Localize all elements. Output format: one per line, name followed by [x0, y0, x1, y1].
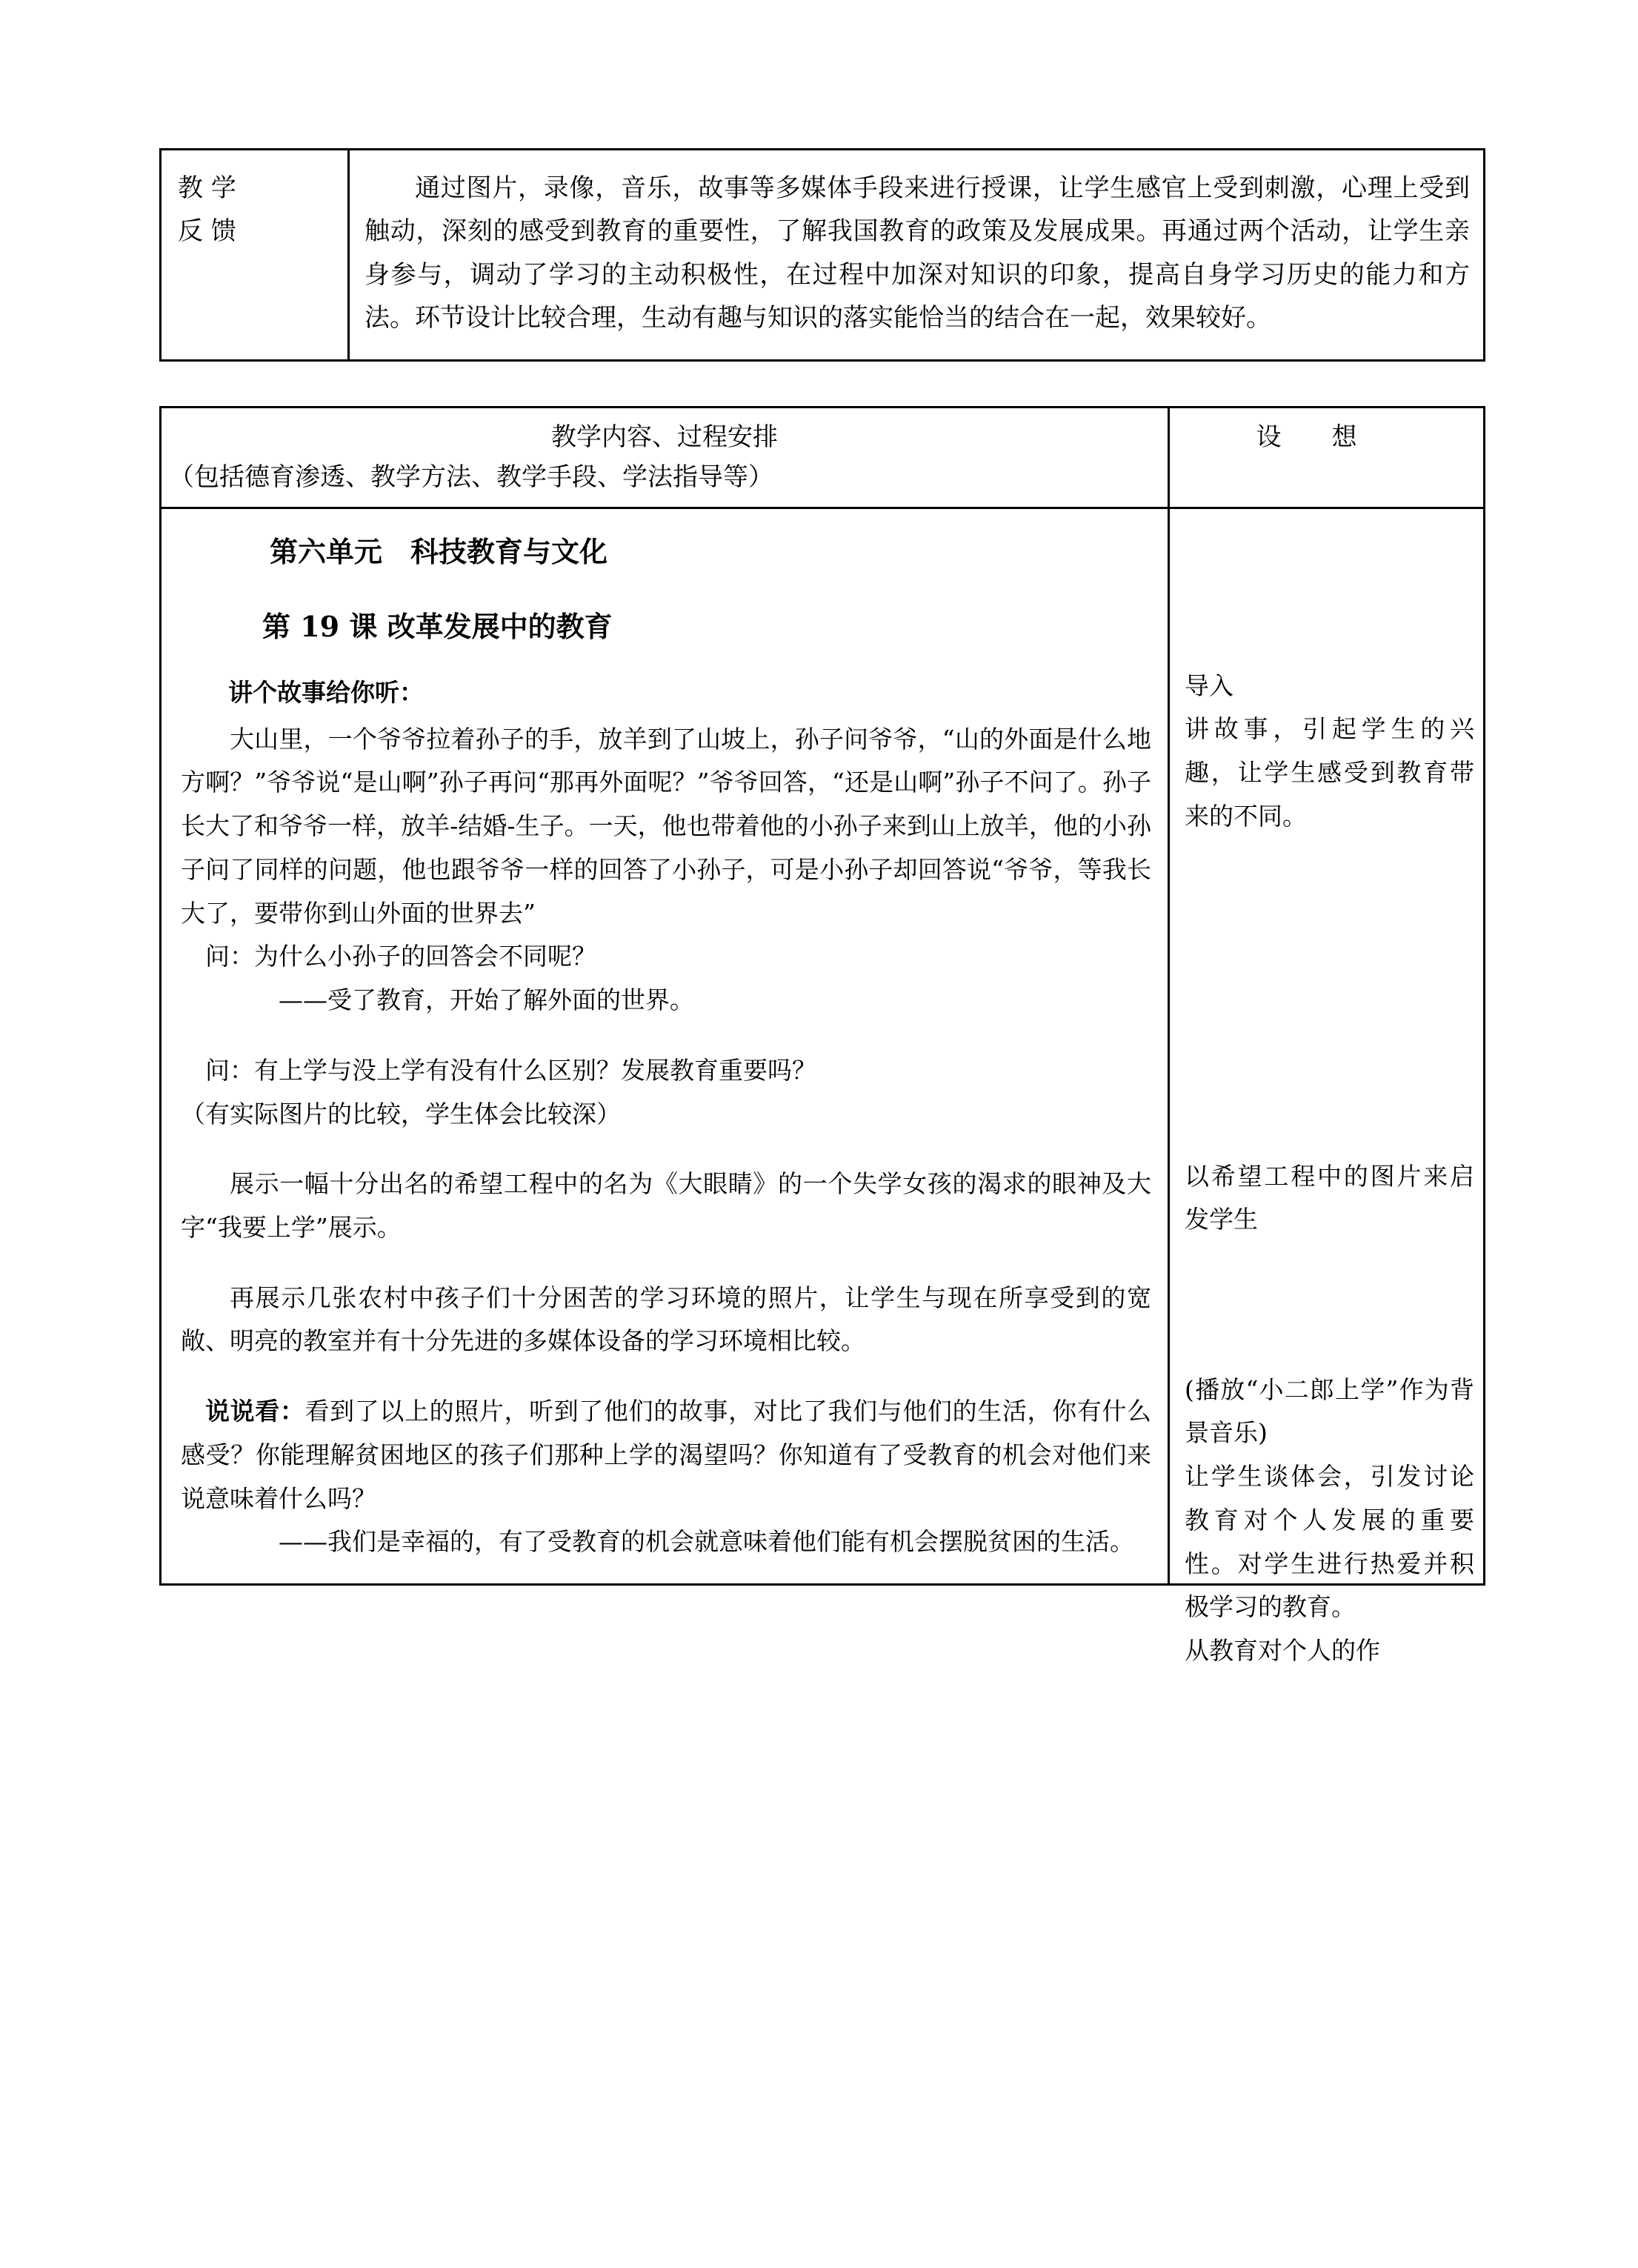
- feedback-body-cell: [349, 150, 1485, 361]
- question-2: 问：有上学与没上学有没有什么区别？发展教育重要吗？: [205, 1055, 816, 1085]
- talk-answer: ——我们是幸福的，有了受教育的机会就意味着他们能有机会摆脱贫困的生活。: [279, 1527, 1134, 1557]
- feedback-text: 通过图片，录像，音乐，故事等多媒体手段来进行授课，让学生感官上受到刺激，心理上受到触动，深刻的感受到教育的重要性，了解我国教育的政策及发展成果。再通过两个活动，让学生亲身参与，调动了学习的主动积极性，在过程中加深对知识的印象，提高自身学习历史的能力和方法。环节设计比较合理，生动有趣与知识的落实能恰当的结合在一起，效果较好。: [364, 173, 1470, 333]
- paragraph-village-photos: 再展示几张农村中孩子们十分困苦的学习环境的照片，让学生与现在所享受到的宽敞、明亮的教室并有十分先进的多媒体设备的学习环境相比较。: [181, 1283, 1151, 1356]
- answer-1: ——受了教育，开始了解外面的世界。: [279, 985, 694, 1015]
- unit-title: 第六单元 科技教育与文化: [270, 534, 608, 568]
- note-block-2: [1185, 1155, 1474, 1242]
- talk-paragraph: [181, 1390, 1151, 1520]
- note3-line2: 让学生谈体会，引发讨论教育对个人发展的重要性。对学生进行热爱并积极学习的教育。: [1185, 1462, 1474, 1622]
- paragraph-big-eyes: 展示一幅十分出名的希望工程中的名为《大眼睛》的一个失学女孩的渴求的眼神及大字“我要上学”展示。: [181, 1169, 1151, 1242]
- story-lead: 讲个故事给你听：: [228, 677, 424, 707]
- table-body-row: [161, 508, 1485, 1584]
- header-left-line2: （包括德育渗透、教学方法、教学手段、学法指导等）: [169, 462, 773, 493]
- feedback-label-cell: [161, 150, 349, 361]
- header-right-cell: [1169, 407, 1485, 508]
- lesson-title: 第 19 课 改革发展中的教育: [262, 610, 613, 644]
- spacer: [181, 1363, 1151, 1390]
- feedback-label-line2: 反 馈: [178, 216, 236, 247]
- note-block-1: [1185, 665, 1474, 839]
- table-header-row: [161, 407, 1485, 508]
- note3-line3: 从教育对个人的作: [1185, 1636, 1380, 1666]
- talk-text: 看到了以上的照片，听到了他们的故事，对比了我们与他们的生活，你有什么感受？你能理解贫困地区的孩子们那种上学的渴望吗？你知道有了受教育的机会对他们来说意味着什么吗？: [181, 1397, 1152, 1513]
- note2-text: 以希望工程中的图片来启发学生: [1185, 1161, 1474, 1234]
- header-left-cell: [161, 407, 1169, 508]
- question-1: 问：为什么小孙子的回答会不同呢？: [205, 942, 596, 971]
- note1-line2: 讲故事，引起学生的兴趣，让学生感受到教育带来的不同。: [1185, 714, 1474, 831]
- header-right-label: 设 想: [1256, 422, 1357, 452]
- feedback-label-line1: 教 学: [178, 173, 236, 203]
- note-block-3: [1185, 1369, 1474, 1673]
- teaching-feedback-table: [159, 148, 1485, 362]
- header-left-line1: 教学内容、过程安排: [551, 422, 778, 452]
- talk-label: 说说看：: [205, 1397, 305, 1426]
- note3-line1: (播放“小二郎上学”作为背景音乐): [1185, 1374, 1474, 1448]
- spacer: [181, 1136, 1151, 1163]
- spacer: [181, 1022, 1151, 1049]
- lesson-plan-table: [159, 406, 1485, 1666]
- notes-cell: [1169, 508, 1485, 1666]
- story-paragraph: 大山里，一个爷爷拉着孙子的手，放羊到了山坡上，孙子问爷爷，“山的外面是什么地方啊？”爷爷说“是山啊”孙子再问“那再外面呢？”爷爷回答，“还是山啊”孙子不问了。孙子长大了和爷爷一样，放羊-结婚-生子。一天，他也带着他的小孙子来到山上放羊，他的小孙子问了同样的问题，他也跟爷爷一样的回答了小孙子，可是小孙子却回答说“爷爷，等我长大了，要带你到山外面的世界去”: [181, 724, 1151, 928]
- spacer: [181, 1250, 1151, 1277]
- table-row: [161, 150, 1485, 361]
- picture-note: （有实际图片的比较，学生体会比较深）: [181, 1099, 621, 1128]
- content-cell: [161, 508, 1169, 1584]
- note1-line1: 导入: [1185, 671, 1234, 700]
